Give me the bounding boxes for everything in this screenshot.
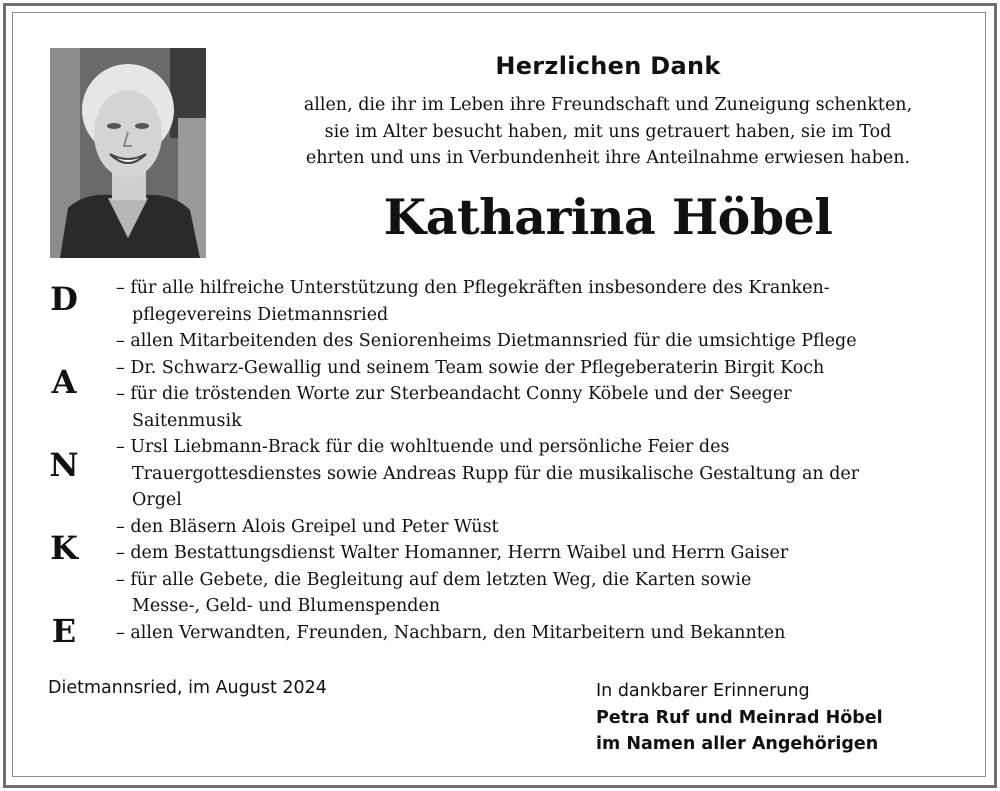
thanks-item [116, 620, 976, 647]
danke-letter-a: A [51, 363, 77, 401]
danke-letter-k: K [50, 529, 78, 567]
thanks-line: Messe-, Geld- und Blumenspenden [132, 596, 441, 616]
thanks-line: pflegevereins Dietmannsried [132, 304, 389, 325]
thanks-line: Saitenmusik [132, 410, 242, 431]
thanks-line: – allen Mitarbeitenden des Seniorenheims Dietmannsried für die umsichtige Pflege [116, 331, 857, 351]
thanks-line: Trauergottesdienstes sowie Andreas Rupp für die musikalische Gestaltung an der [132, 463, 860, 484]
signoff-block [596, 678, 883, 758]
intro-line: allen, die ihr im Leben ihre Freundschaft und Zuneigung schenkten, [303, 95, 913, 115]
intro-text [240, 92, 976, 172]
portrait-photo [50, 48, 206, 258]
thanks-line: – allen Verwandten, Freunden, Nachbarn, den Mitarbeitern und Bekannten [116, 622, 786, 643]
thanks-line: Orgel [132, 490, 182, 510]
intro-line: sie im Alter besucht haben, mit uns getrauert haben, sie im Tod [324, 121, 892, 142]
thanks-item [116, 434, 976, 514]
thanks-item [116, 540, 976, 567]
thanks-line: – für die tröstenden Worte zur Sterbeandacht Conny Köbele und der Seeger [116, 384, 792, 404]
signoff-names: Petra Ruf und Meinrad Höbel [596, 707, 883, 728]
thanks-line: – Ursl Liebmann-Brack für die wohltuende und persönliche Feier des [116, 437, 730, 457]
place-and-date: Dietmannsried, im August 2024 [48, 678, 327, 698]
danke-letter-n: N [49, 446, 79, 484]
thanks-line: – den Bläsern Alois Greipel und Peter Wüst [116, 516, 499, 537]
thanks-line: – dem Bestattungsdienst Walter Homanner, Herrn Waibel und Herrn Gaiser [116, 543, 789, 563]
danke-letter-d: D [50, 280, 78, 318]
thanks-item [116, 567, 976, 620]
heading-herzlichen-dank: Herzlichen Dank [495, 52, 721, 80]
thanks-item [116, 275, 976, 328]
thanks-item [116, 381, 976, 434]
thanks-line: – für alle hilfreiche Unterstützung den Pflegekräften insbesondere des Kranken- [116, 278, 830, 298]
thanks-line: – Dr. Schwarz-Gewallig und seinem Team sowie der Pflegeberaterin Birgit Koch [116, 357, 825, 378]
thanks-list [116, 275, 976, 646]
thanks-item [116, 328, 976, 355]
danke-letter-e: E [51, 612, 77, 650]
thanks-item [116, 355, 976, 382]
signoff-relatives: im Namen aller Angehörigen [596, 734, 879, 754]
intro-line: ehrten und uns in Verbundenheit ihre Anteilnahme erwiesen haben. [305, 148, 911, 168]
signoff-remembrance: In dankbarer Erinnerung [596, 681, 810, 701]
thanks-line: – für alle Gebete, die Begleitung auf dem letzten Weg, die Karten sowie [116, 569, 752, 590]
deceased-name: Katharina Höbel [383, 188, 833, 246]
thanks-item [116, 514, 976, 541]
